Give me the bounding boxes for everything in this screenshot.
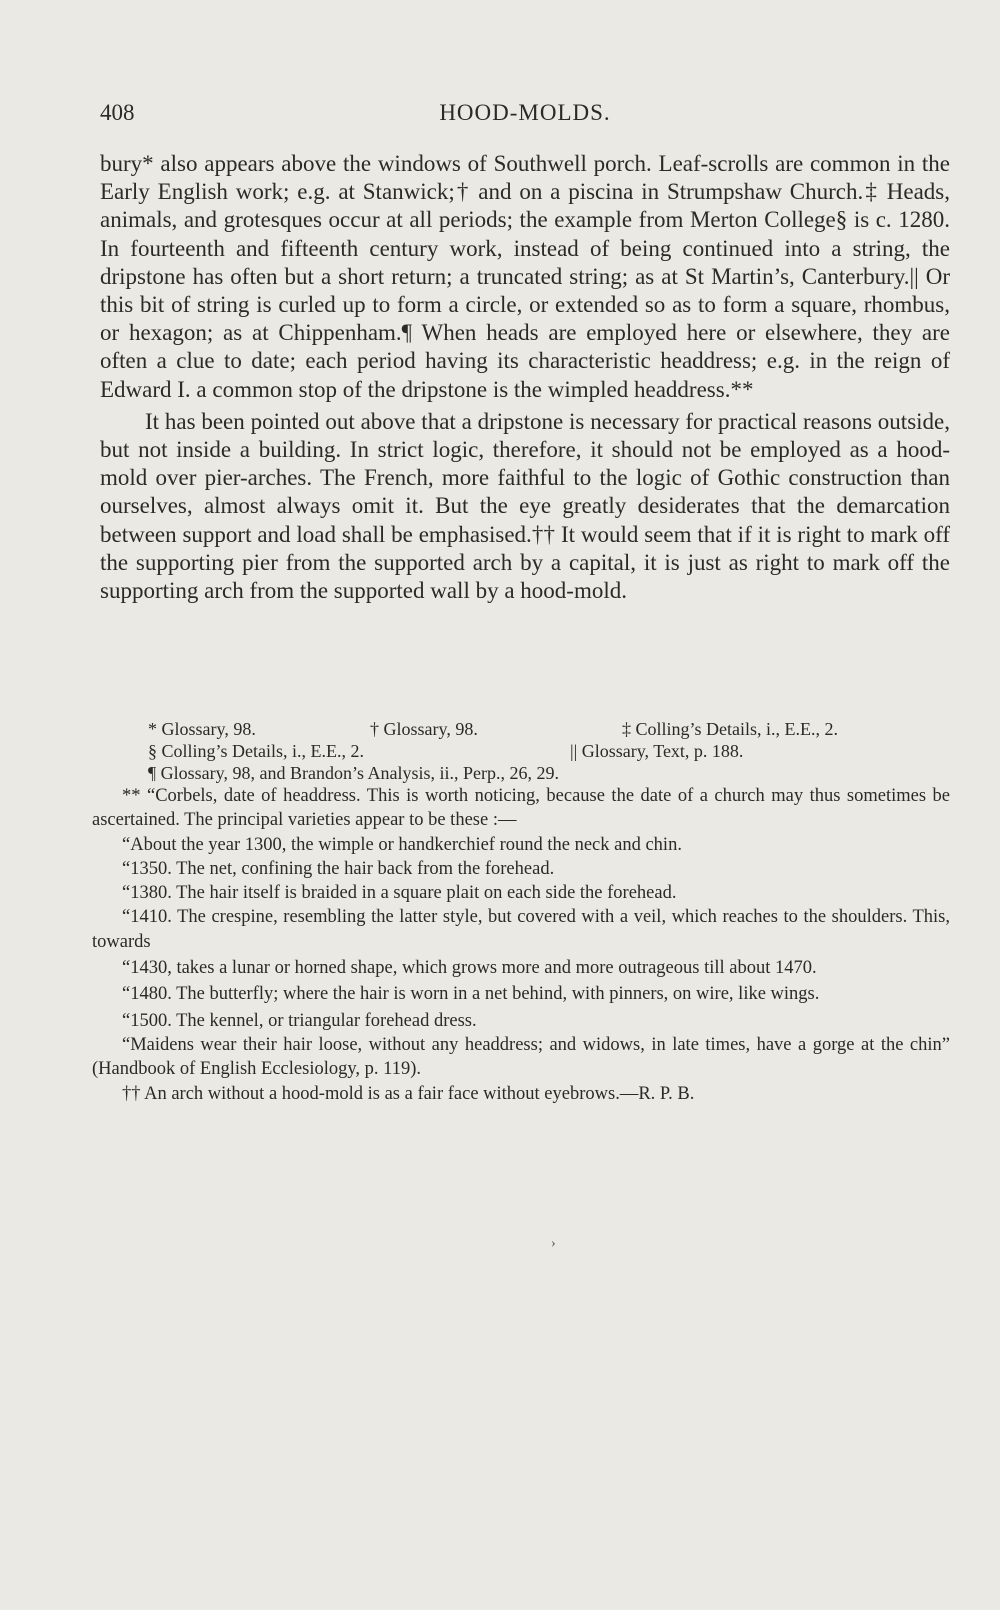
- footnote-ref-6: ¶ Glossary, 98, and Brandon’s Analysis, ii., Perp., 26, 29.: [148, 763, 559, 783]
- footnote-ref-3: ‡ Colling’s Details, i., E.E., 2.: [622, 719, 838, 739]
- footnote-ref-5: || Glossary, Text, p. 188.: [570, 741, 744, 761]
- page-number: 408: [100, 100, 135, 125]
- ref-row-3: [100, 762, 950, 784]
- footnote-note-1: ** “Corbels, date of headdress. This is worth noticing, because the date of a church may thus sometimes be ascertained. The principal varieties appear to be these :—: [92, 786, 950, 831]
- footnote-note-2: “About the year 1300, the wimple or handkerchief round the neck and chin.: [122, 834, 682, 855]
- footnote-note-4: “1380. The hair itself is braided in a square plait on each side the forehead.: [122, 883, 677, 904]
- footnote-notes: [92, 784, 950, 1106]
- ref-row-2: [100, 740, 950, 762]
- paragraph-1: bury* also appears above the windows of Southwell porch. Leaf-scrolls are common in the Early English work; e.g. at Stanwick;† and on a piscina in Strumpshaw Church.‡ Heads, animals, and grotesques occur at all periods; the example from Merton College§ is c. 1280. In fourteenth and fifteenth century work, instead of being continued into a string, the dripstone has often but a short return; a truncated string; as at St Martin’s, Canterbury.|| Or this bit of string is curled up to form a circle, or extended so as to form a square, rhombus, or hexagon; as at Chippenham.¶ When heads are employed here or elsewhere, they are often a clue to date; each period having its characteristic headdress; e.g. in the reign of Edward I. a common stop of the dripstone is the wimpled headdress.**: [100, 151, 950, 402]
- footnote-note-7: “1480. The butterfly; where the hair is worn in a net behind, with pinners, on wire, like wings.: [122, 984, 820, 1005]
- footnote-note-10: †† An arch without a hood-mold is as a fair face without eyebrows.—R. P. B.: [122, 1083, 695, 1104]
- footnote-ref-1: * Glossary, 98.: [148, 719, 256, 739]
- ref-row-1: [100, 718, 950, 740]
- main-text: [100, 150, 950, 605]
- paragraph-2: It has been pointed out above that a dripstone is necessary for practical reasons outside, but not inside a building. In strict logic, therefore, it should not be employed as a hood-mold over pier-arches. The French, more faithful to the logic of Gothic construction than ourselves, almost always omit it. But the eye greatly desiderates that the demarcation between support and load shall be emphasised.†† It would seem that if it is right to mark off the supporting pier from the supported arch by a capital, it is just as right to mark off the supporting arch from the supported wall by a hood-mold.: [100, 408, 950, 604]
- footnote-note-3: “1350. The net, confining the hair back from the forehead.: [122, 858, 555, 879]
- footnote-note-6: “1430, takes a lunar or horned shape, which grows more and more outrageous till about 1470.: [122, 958, 817, 979]
- footnote-ref-2: † Glossary, 98.: [370, 719, 478, 739]
- footnote-references: [100, 718, 950, 784]
- page-mark: ›: [551, 1236, 556, 1251]
- page-header: [100, 100, 950, 136]
- footnote-note-9: “Maidens wear their hair loose, without any headdress; and widows, in late times, have a gorge at the chin” (Handbook of English Ecclesiology, p. 119).: [92, 1034, 950, 1080]
- running-head: HOOD-MOLDS.: [439, 100, 611, 125]
- footnote-note-5: “1410. The crespine, resembling the latter style, but covered with a veil, which reaches to the shoulders. This, towards: [92, 907, 950, 952]
- footnote-ref-4: § Colling’s Details, i., E.E., 2.: [148, 741, 364, 761]
- footnote-note-8: “1500. The kennel, or triangular forehead dress.: [122, 1010, 477, 1031]
